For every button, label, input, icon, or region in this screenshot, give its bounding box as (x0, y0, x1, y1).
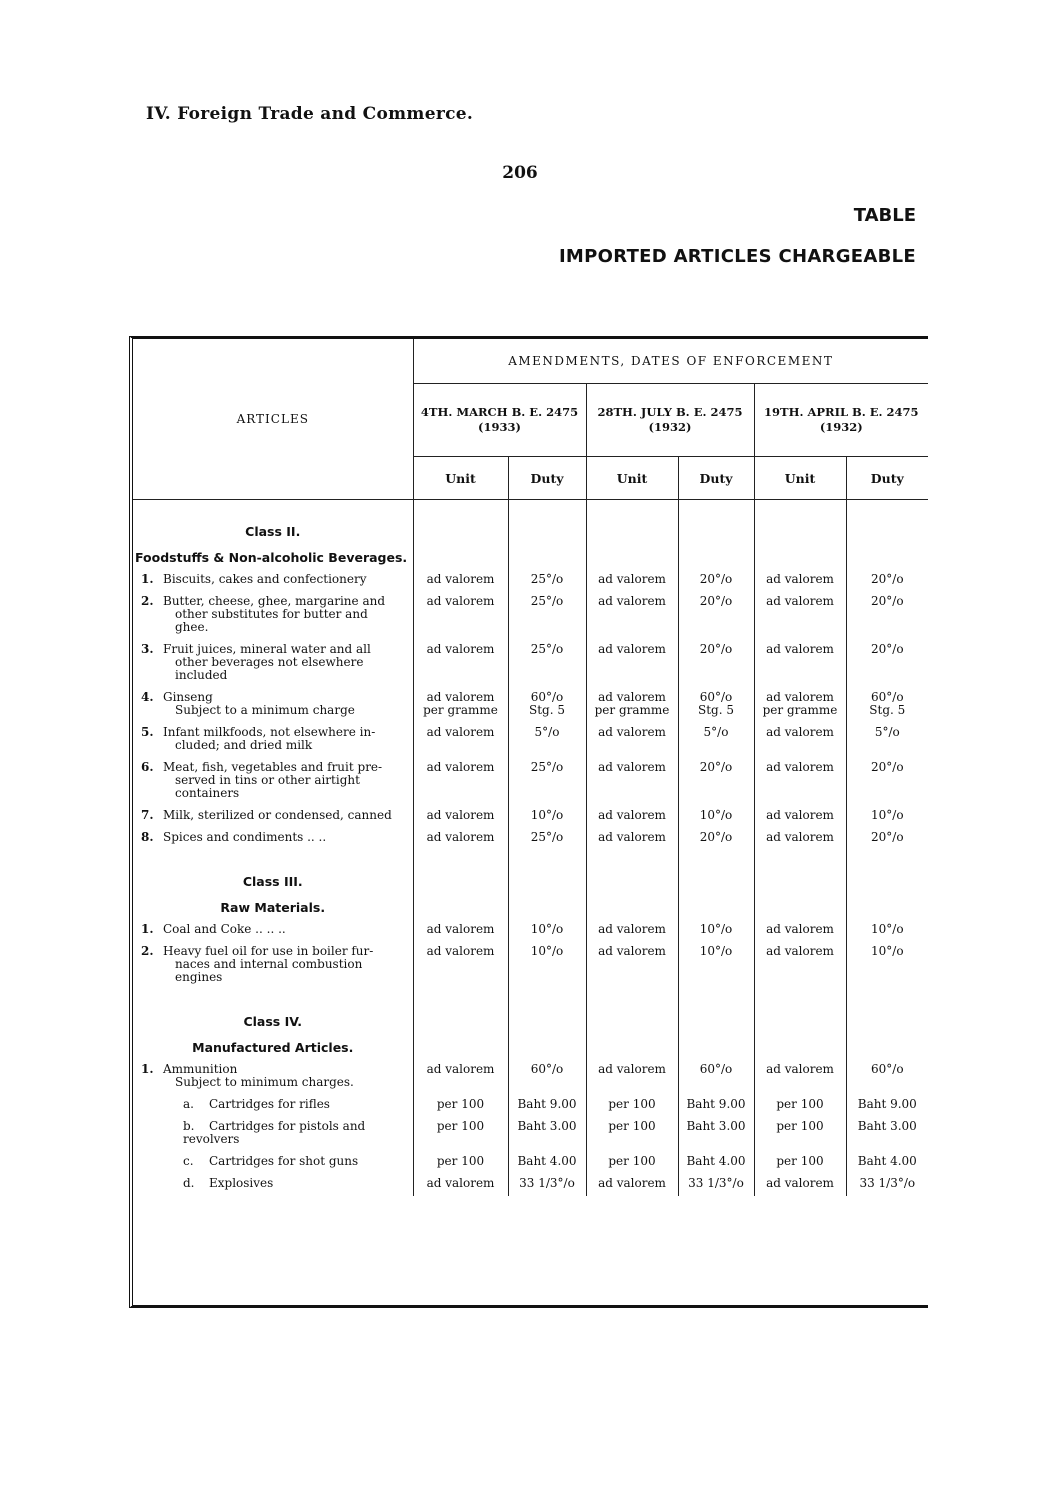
table-cell: 20°/o (678, 570, 754, 592)
table-row (133, 592, 928, 640)
table-cell: 10°/o (678, 942, 754, 990)
table-cell: 33 1/3°/o (846, 1174, 928, 1196)
article-cell: 8. Spices and condiments .. .. (141, 830, 327, 844)
class-row (133, 894, 928, 920)
table-cell: ad valorem (413, 828, 508, 850)
table-row (133, 640, 928, 688)
table-cell: Baht 3.00 (846, 1117, 928, 1152)
table-cell: ad valorem (754, 723, 846, 758)
table-cell: ad valorem (586, 942, 678, 990)
article-cell: 2. Heavy fuel oil for use in boiler fur- naces and internal combustion engines (141, 944, 374, 984)
class-name: Class II. (245, 523, 301, 539)
table-cell: 25°/o (508, 640, 586, 688)
table-cell: per 100 (413, 1117, 508, 1152)
table-cell: per 100 (586, 1152, 678, 1174)
date-header-1: 4TH. MARCH B. E. 2475 (1933) (413, 384, 586, 457)
table-cell: 5°/o (508, 723, 586, 758)
table-cell: ad valorem (586, 640, 678, 688)
class-title: Foodstuffs & Non-alcoholic Beverages. (135, 549, 408, 565)
table-cell: ad valorem (754, 592, 846, 640)
table-cell: ad valorem (586, 723, 678, 758)
article-cell: 1. Ammunition Subject to minimum charges. (141, 1062, 354, 1089)
class-name: Class III. (242, 873, 303, 889)
table-cell: ad valorem per gramme (413, 688, 508, 723)
class-row (133, 1034, 928, 1060)
table-cell: 10°/o (508, 920, 586, 942)
table-cell: Baht 4.00 (508, 1152, 586, 1174)
table-cell: 60°/o (508, 1060, 586, 1095)
table-cell: per 100 (413, 1152, 508, 1174)
table-row (133, 1152, 928, 1174)
section-title: IV. Foreign Trade and Commerce. (146, 104, 474, 124)
table-cell: 60°/o Stg. 5 (846, 688, 928, 723)
duty-header: Duty (846, 457, 928, 500)
table-cell: 20°/o (846, 758, 928, 806)
table-cell: per 100 (413, 1095, 508, 1117)
table-cell: Baht 9.00 (678, 1095, 754, 1117)
table-cell: 20°/o (846, 592, 928, 640)
table-cell: ad valorem per gramme (586, 688, 678, 723)
table-cell: ad valorem (586, 828, 678, 850)
articles-header: ARTICLES (133, 339, 413, 500)
table-cell: ad valorem (586, 758, 678, 806)
table-cell: ad valorem (413, 592, 508, 640)
table-title: TABLE (853, 205, 916, 226)
table-cell: per 100 (754, 1152, 846, 1174)
table-cell: per 100 (754, 1095, 846, 1117)
article-cell: 7. Milk, sterilized or condensed, canned (141, 808, 392, 822)
duty-header: Duty (508, 457, 586, 500)
table-cell: per 100 (586, 1095, 678, 1117)
table-cell: ad valorem (413, 920, 508, 942)
table-cell: 60°/o (846, 1060, 928, 1095)
table-cell: Baht 3.00 (678, 1117, 754, 1152)
table-cell: ad valorem (754, 1174, 846, 1196)
sub-article-cell: c. Cartridges for shot guns (183, 1154, 359, 1168)
table-cell: ad valorem (586, 570, 678, 592)
table-cell: ad valorem (413, 942, 508, 990)
table-cell: ad valorem (586, 806, 678, 828)
table-cell: 20°/o (846, 640, 928, 688)
unit-header: Unit (754, 457, 846, 500)
table-cell: 5°/o (678, 723, 754, 758)
table-cell: ad valorem (754, 1060, 846, 1095)
table-cell: Baht 9.00 (508, 1095, 586, 1117)
spacer-row (133, 500, 928, 519)
class-row (133, 868, 928, 894)
class-row (133, 544, 928, 570)
table-cell: 60°/o Stg. 5 (508, 688, 586, 723)
table-cell: 25°/o (508, 828, 586, 850)
class-title: Manufactured Articles. (192, 1039, 354, 1055)
article-cell: 2. Butter, cheese, ghee, margarine and other substitutes for butter and ghee. (141, 594, 386, 634)
table-row (133, 570, 928, 592)
spacer-row (133, 990, 928, 1008)
table-cell: ad valorem (413, 1060, 508, 1095)
table-cell: 10°/o (678, 806, 754, 828)
table-row (133, 1095, 928, 1117)
tariff-table (129, 336, 928, 1308)
table-cell: 20°/o (678, 828, 754, 850)
table-row (133, 828, 928, 850)
table-cell: ad valorem (754, 942, 846, 990)
table-cell: 20°/o (846, 570, 928, 592)
class-title: Raw Materials. (220, 899, 326, 915)
table-cell: 5°/o (846, 723, 928, 758)
table-cell: ad valorem (586, 920, 678, 942)
table-cell: per 100 (586, 1117, 678, 1152)
table-cell: ad valorem (413, 640, 508, 688)
unit-header: Unit (586, 457, 678, 500)
table-row (133, 1174, 928, 1196)
table-cell: 20°/o (678, 592, 754, 640)
table-cell: 20°/o (678, 758, 754, 806)
table-row (133, 758, 928, 806)
table-cell: ad valorem (413, 758, 508, 806)
table-row (133, 688, 928, 723)
table-cell: Baht 3.00 (508, 1117, 586, 1152)
article-cell: 1. Biscuits, cakes and confectionery (141, 572, 367, 586)
table-cell: ad valorem (413, 570, 508, 592)
table-cell: ad valorem (586, 1174, 678, 1196)
table-cell: 10°/o (508, 806, 586, 828)
table-cell: Baht 4.00 (678, 1152, 754, 1174)
table-cell: ad valorem (586, 592, 678, 640)
table-row (133, 942, 928, 990)
table-cell: per 100 (754, 1117, 846, 1152)
table-cell: ad valorem (413, 723, 508, 758)
article-cell: 3. Fruit juices, mineral water and all other beverages not elsewhere included (141, 642, 371, 682)
class-name: Class IV. (243, 1013, 303, 1029)
table-cell: Baht 9.00 (846, 1095, 928, 1117)
table-cell: ad valorem (754, 640, 846, 688)
article-cell: 4. Ginseng Subject to a minimum charge (141, 690, 355, 717)
spacer-row (133, 850, 928, 868)
class-row (133, 518, 928, 544)
table-row (133, 1117, 928, 1152)
article-cell: 6. Meat, fish, vegetables and fruit pre- served in tins or other airtight containers (141, 760, 383, 800)
sub-article-cell: a. Cartridges for rifles (183, 1097, 330, 1111)
table-cell: 25°/o (508, 758, 586, 806)
table-cell: ad valorem (413, 1174, 508, 1196)
table-cell: ad valorem (586, 1060, 678, 1095)
table-cell: ad valorem (754, 920, 846, 942)
table-cell: 20°/o (846, 828, 928, 850)
date-header-2: 28TH. JULY B. E. 2475 (1932) (586, 384, 754, 457)
table-cell: Baht 4.00 (846, 1152, 928, 1174)
table-cell: ad valorem (754, 806, 846, 828)
table-row (133, 1060, 928, 1095)
class-row (133, 1008, 928, 1034)
table-cell: 10°/o (846, 920, 928, 942)
table-cell: 60°/o Stg. 5 (678, 688, 754, 723)
table-cell: 10°/o (508, 942, 586, 990)
duty-header: Duty (678, 457, 754, 500)
date-header-3: 19TH. APRIL B. E. 2475 (1932) (754, 384, 928, 457)
table-cell: ad valorem (754, 570, 846, 592)
article-cell: 5. Infant milkfoods, not elsewhere in- cluded; and dried milk (141, 725, 376, 752)
table-cell: 10°/o (846, 806, 928, 828)
table-cell: ad valorem per gramme (754, 688, 846, 723)
table-cell: ad valorem (754, 828, 846, 850)
table-cell: 60°/o (678, 1060, 754, 1095)
article-cell: 1. Coal and Coke .. .. .. (141, 922, 286, 936)
sub-article-cell: d. Explosives (183, 1176, 274, 1190)
table-cell: ad valorem (754, 758, 846, 806)
table-cell: 20°/o (678, 640, 754, 688)
table-cell: 10°/o (846, 942, 928, 990)
table-cell: 25°/o (508, 570, 586, 592)
unit-header: Unit (413, 457, 508, 500)
sub-article-cell: b. Cartridges for pistols and revolvers (183, 1119, 366, 1146)
table-row (133, 723, 928, 758)
table-cell: 10°/o (678, 920, 754, 942)
table-cell: 33 1/3°/o (508, 1174, 586, 1196)
table-cell: 25°/o (508, 592, 586, 640)
table-row (133, 920, 928, 942)
page-number: 206 (502, 163, 538, 183)
table-cell: 33 1/3°/o (678, 1174, 754, 1196)
table-cell: ad valorem (413, 806, 508, 828)
table-subtitle: IMPORTED ARTICLES CHARGEABLE (558, 246, 916, 267)
table-row (133, 806, 928, 828)
amendments-header: AMENDMENTS, DATES OF ENFORCEMENT (413, 339, 928, 384)
